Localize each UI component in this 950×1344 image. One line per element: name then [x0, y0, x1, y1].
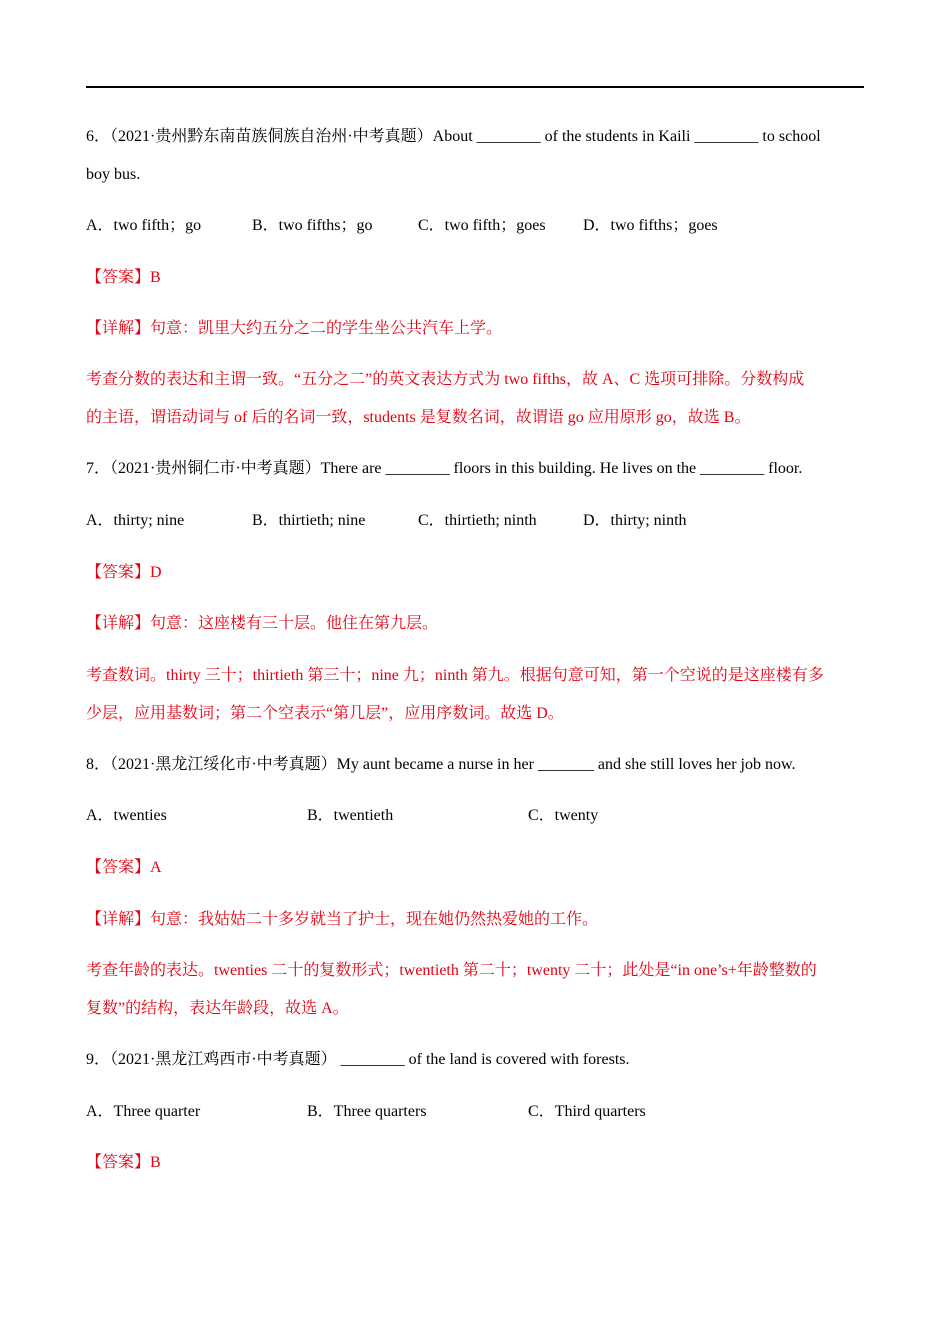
question-7-stem: 7．（2021·贵州铜仁市·中考真题）There are ________ floors in this building. He lives on the ________ floor. [86, 460, 803, 477]
question-6-analysis-line2: 的主语，谓语动词与 of 后的名词一致，students 是复数名词，故谓语 go 应用原形 go，故选 B。 [86, 409, 751, 426]
question-7-option-c: C．thirtieth; ninth [418, 512, 537, 529]
question-8-stem: 8．（2021·黑龙江绥化市·中考真题）My aunt became a nurse in her _______ and she still loves her job now. [86, 756, 796, 773]
question-6-answer: 【答案】B [86, 269, 161, 286]
question-6-analysis-line1: 考查分数的表达和主谓一致。“五分之二”的英文表达方式为 two fifths，故 A、C 选项可排除。分数构成 [86, 371, 805, 388]
question-8-detail: 【详解】句意：我姑姑二十多岁就当了护士，现在她仍然热爱她的工作。 [86, 911, 599, 928]
question-9-option-c: C．Third quarters [528, 1103, 646, 1120]
question-8-option-a: A．twenties [86, 807, 167, 824]
question-8-option-b: B．twentieth [307, 807, 394, 824]
question-8-answer: 【答案】A [86, 859, 162, 876]
question-6-detail: 【详解】句意：凯里大约五分之二的学生坐公共汽车上学。 [86, 320, 503, 337]
question-6-option-b: B．two fifths；go [252, 217, 373, 234]
question-8-analysis-line2: 复数”的结构，表达年龄段，故选 A。 [86, 1000, 349, 1017]
question-7-option-a: A．thirty; nine [86, 512, 185, 529]
question-7-analysis-line1: 考查数词。thirty 三十；thirtieth 第三十；nine 九；ninth 第九。根据句意可知，第一个空说的是这座楼有多 [86, 667, 824, 684]
question-9-option-a: A．Three quarter [86, 1103, 201, 1120]
question-7-answer: 【答案】D [86, 564, 162, 581]
question-7-analysis-line2: 少层，应用基数词；第二个空表示“第几层”，应用序数词。故选 D。 [86, 705, 564, 722]
question-6-option-a: A．two fifth；go [86, 217, 202, 234]
question-7-option-b: B．thirtieth; nine [252, 512, 366, 529]
question-6-stem-line2: boy bus. [86, 166, 141, 183]
question-7-option-d: D．thirty; ninth [583, 512, 687, 529]
question-6-stem-line1: 6．（2021·贵州黔东南苗族侗族自治州·中考真题）About ________ of the students in Kaili ________ to school [86, 128, 821, 145]
question-6-option-d: D．two fifths；goes [583, 217, 718, 234]
header-rule [86, 86, 864, 88]
question-6-option-c: C．two fifth；goes [418, 217, 546, 234]
question-9-option-b: B．Three quarters [307, 1103, 427, 1120]
question-7-detail: 【详解】句意：这座楼有三十层。他住在第九层。 [86, 615, 439, 632]
question-8-option-c: C．twenty [528, 807, 599, 824]
question-9-stem: 9．（2021·黑龙江鸡西市·中考真题） ________ of the land is covered with forests. [86, 1051, 630, 1068]
question-9-answer: 【答案】B [86, 1154, 161, 1171]
question-8-analysis-line1: 考查年龄的表达。twenties 二十的复数形式；twentieth 第二十；twenty 二十；此处是“in one’s+年龄整数的 [86, 962, 817, 979]
